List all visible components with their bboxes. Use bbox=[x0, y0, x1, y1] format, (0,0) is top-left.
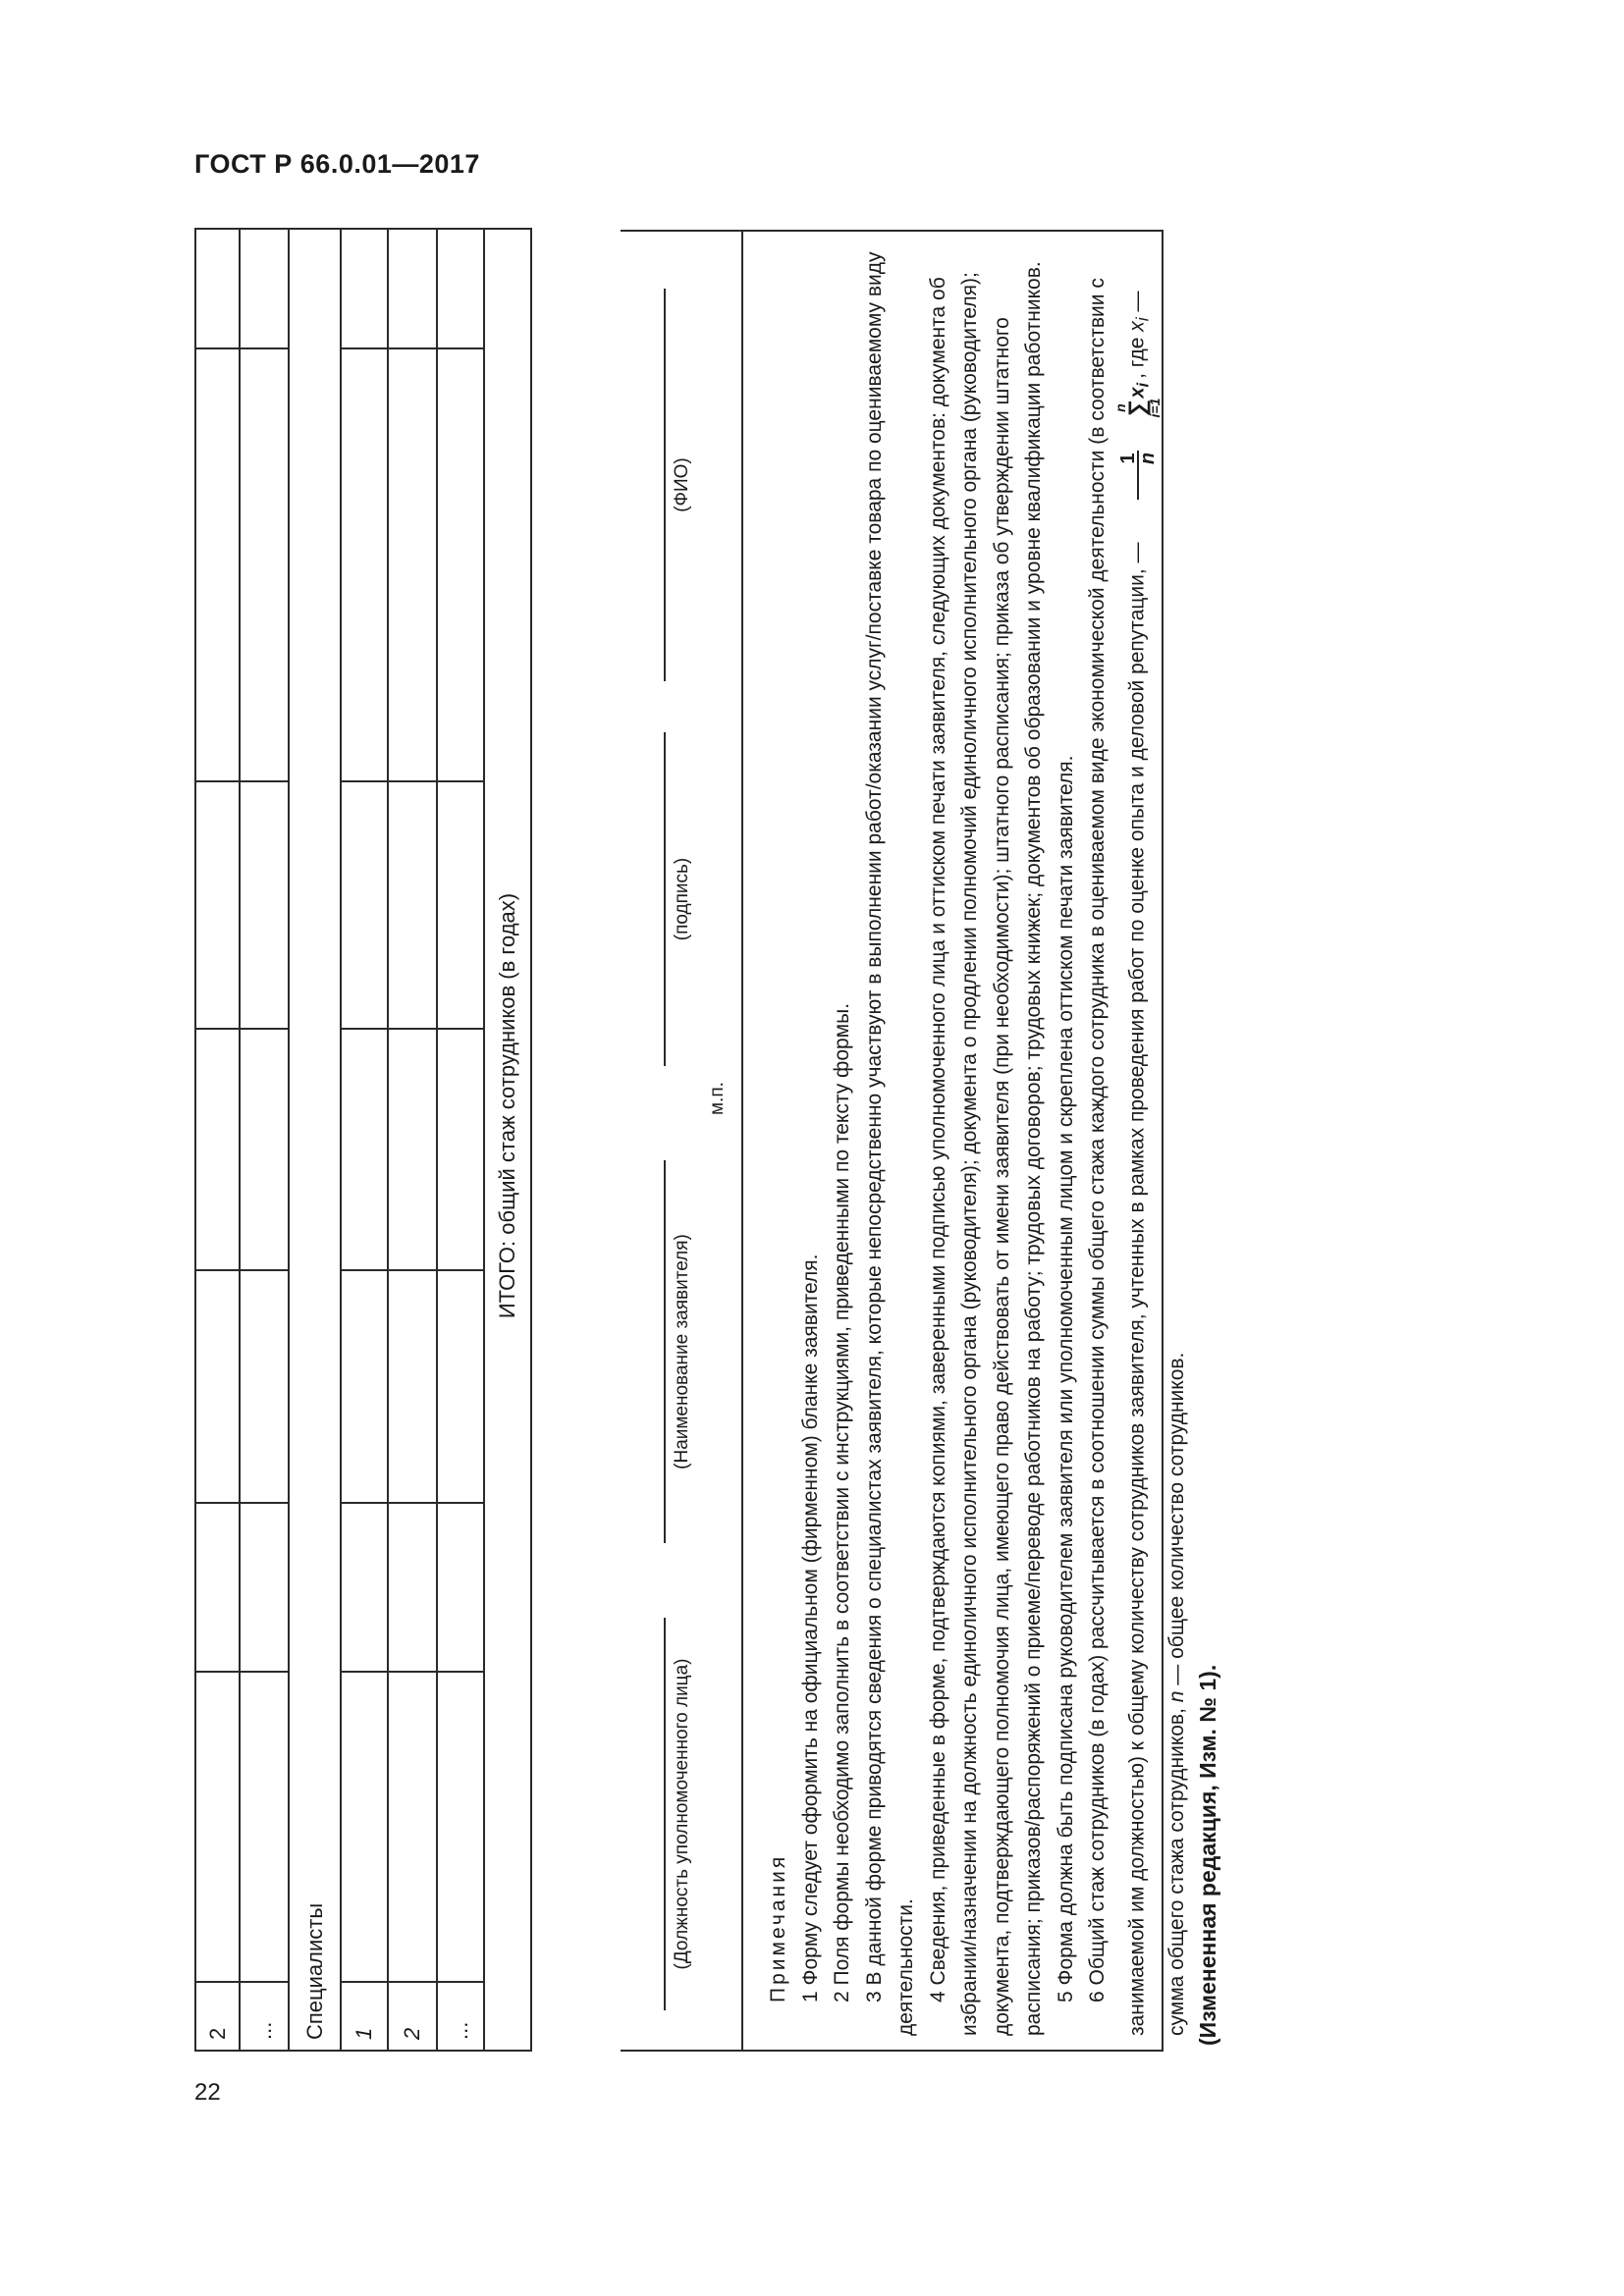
table-row bbox=[388, 229, 437, 2051]
position-label: (Должность уполномоченного лица) bbox=[672, 1658, 692, 1970]
applicant-label: (Наименование заявителя) bbox=[672, 1234, 692, 1469]
signature-block bbox=[621, 230, 743, 2052]
notes-block bbox=[743, 230, 1188, 2052]
table-row bbox=[341, 229, 388, 2051]
page-number: 22 bbox=[194, 2079, 221, 2106]
table-row bbox=[195, 229, 240, 2051]
position-line bbox=[664, 1618, 666, 2010]
staff-table bbox=[194, 228, 532, 2052]
row-number: 1 bbox=[341, 1982, 388, 2051]
applicant-line bbox=[664, 1160, 666, 1543]
amendment-note: (Измененная редакция, Изм. № 1). bbox=[1195, 1664, 1220, 2046]
total-label: ИТОГО: общий стаж сотрудников (в годах) bbox=[484, 229, 531, 1982]
note-1: 1 Форму следует оформить на официальном (фирменном) бланке заявителя. bbox=[798, 1254, 822, 2002]
name-line bbox=[664, 289, 666, 681]
table-section-row bbox=[289, 229, 341, 2051]
document-header: ГОСТ Р 66.0.01—2017 bbox=[194, 149, 480, 179]
stamp-label: м.п. bbox=[707, 1082, 728, 1115]
rotated-form bbox=[194, 230, 1188, 2052]
note-3: 3 В данной форме приводятся сведения о специалистах заявителя, которые непосредственно участвуют в выполнении работ/оказании услуг/поставке товара по оцениваемому виду деятельности. bbox=[862, 251, 917, 2036]
table-row bbox=[437, 229, 484, 2051]
note-4: 4 Сведения, приведенные в форме, подтверждаются копиями, заверенными подписью уполномоченного лица и оттиском печати заявителя, следующих документов: документа об избрании/назначении на должность единоличного исполнительного органа (руководителя); документа о продлении полномочий единоличного исполнительного органа (руководителя); документа, подтверждающего полномочия лица, имеющего право действовать от имени заявителя (при необходимости); штатного расписания; приказа об утверждении штатного расписания; приказов/распоряжений о приеме/переводе работников на работу; трудовых договоров; трудовых книжек; документов об образовании и уровне квалификации работников. bbox=[926, 261, 1045, 2036]
note-6: 6 Общий стаж сотрудников (в годах) рассчитывается в соотношении суммы общего стажа каждого сотрудника в оцениваемом виде экономической деятельности (в соответствии с занимаемой им должностью) к общему количеству сотрудников заявителя, учтенных в рамках проведения работ по оценке опыта и деловой репутации, — 1 n n ∑ i=1 $x_i$, где $x_i$ — сумма общего стажа сотрудников, n — общее количество сотрудников. bbox=[1086, 278, 1188, 2036]
section-specialists: Специалисты bbox=[289, 229, 341, 2051]
row-number: 2 bbox=[195, 1982, 240, 2051]
row-ellipsis: ... bbox=[437, 1982, 484, 2051]
table-row bbox=[240, 229, 289, 2051]
signature-label: (подпись) bbox=[672, 857, 692, 941]
row-ellipsis: ... bbox=[240, 1982, 289, 2051]
name-label: (ФИО) bbox=[672, 457, 692, 512]
average-formula: 1 n n ∑ i=1 $x_i$ bbox=[1114, 383, 1162, 533]
signature-line bbox=[664, 732, 666, 1066]
note-2: 2 Поля формы необходимо заполнить в соответствии с инструкциями, приведенными по тексту формы. bbox=[831, 1002, 853, 2002]
note-5: 5 Форма должна быть подписана руководителем заявителя или уполномоченным лицом и скреплена оттиском печати заявителя. bbox=[1054, 755, 1077, 2002]
total-row bbox=[484, 229, 531, 2051]
row-number: 2 bbox=[388, 1982, 437, 2051]
notes-heading: Примечания bbox=[767, 1853, 789, 2002]
